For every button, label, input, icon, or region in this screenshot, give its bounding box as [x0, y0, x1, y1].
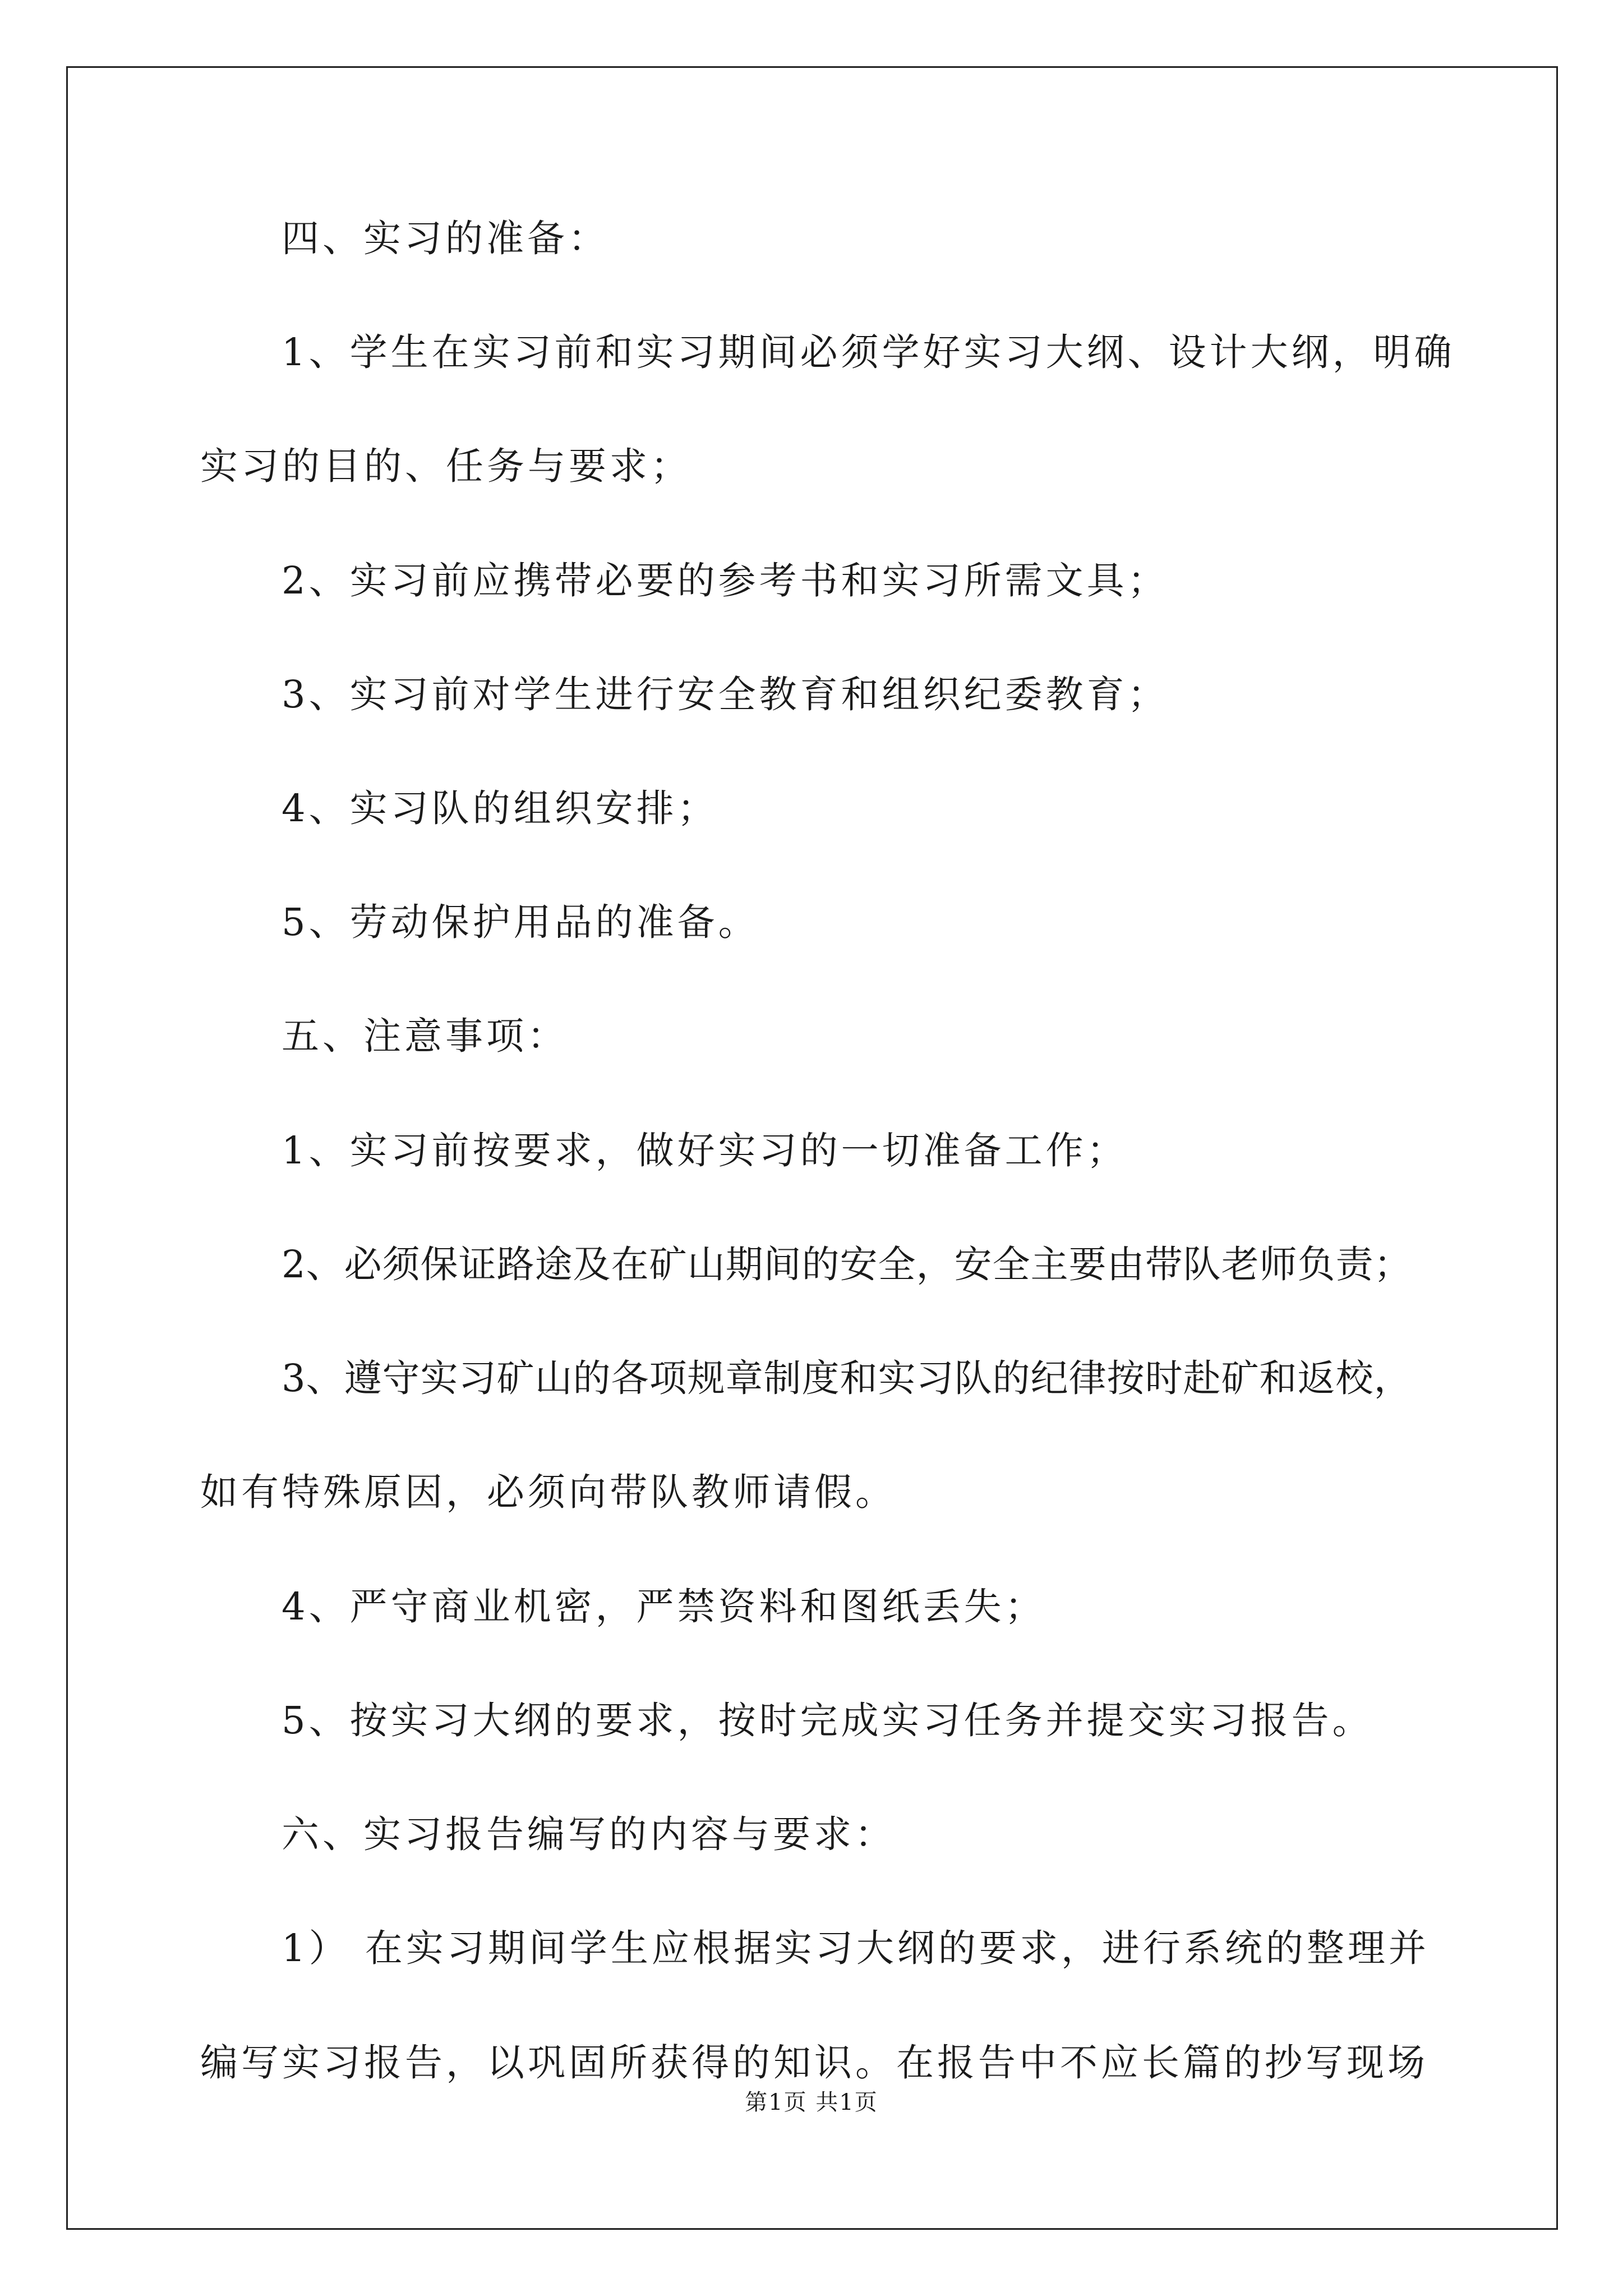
paragraph-line: 3、遵守实习矿山的各项规章制度和实习队的纪律按时赴矿和返校，	[282, 1356, 1412, 1400]
paragraph-line: 2、必须保证路途及在矿山期间的安全，安全主要由带队老师负责；	[282, 1243, 1412, 1286]
paragraph-line: 5、劳动保护用品的准备。	[282, 900, 759, 944]
paragraph-line: 实习的目的、任务与要求；	[200, 444, 691, 488]
section-heading-six: 六、实习报告编写的内容与要求：	[282, 1812, 896, 1856]
paragraph-line: 1、实习前按要求，做好实习的一切准备工作；	[282, 1129, 1128, 1172]
paragraph-line: 5、按实习大纲的要求，按时完成实习任务并提交实习报告。	[282, 1699, 1373, 1742]
paragraph-line: 编写实习报告，以巩固所获得的知识。在报告中不应长篇的抄写现场	[200, 2041, 1428, 2085]
paragraph-line: 4、严守商业机密，严禁资料和图纸丢失；	[282, 1585, 1046, 1628]
section-heading-five: 五、注意事项：	[282, 1014, 568, 1058]
page-number-footer: 第1页 共1页	[745, 2090, 878, 2115]
paragraph-line: 2、实习前应携带必要的参考书和实习所需文具；	[282, 559, 1169, 602]
paragraph-line: 3、实习前对学生进行安全教育和组织纪委教育；	[282, 673, 1169, 716]
section-heading-four: 四、实习的准备：	[282, 217, 609, 260]
paragraph-line: 1、学生在实习前和实习期间必须学好实习大纲、设计大纲，明确	[282, 330, 1455, 374]
paragraph-line: 如有特殊原因，必须向带队教师请假。	[200, 1470, 896, 1514]
paragraph-line: 1） 在实习期间学生应根据实习大纲的要求，进行系统的整理并	[282, 1926, 1430, 1970]
paragraph-line: 4、实习队的组织安排；	[282, 786, 718, 830]
